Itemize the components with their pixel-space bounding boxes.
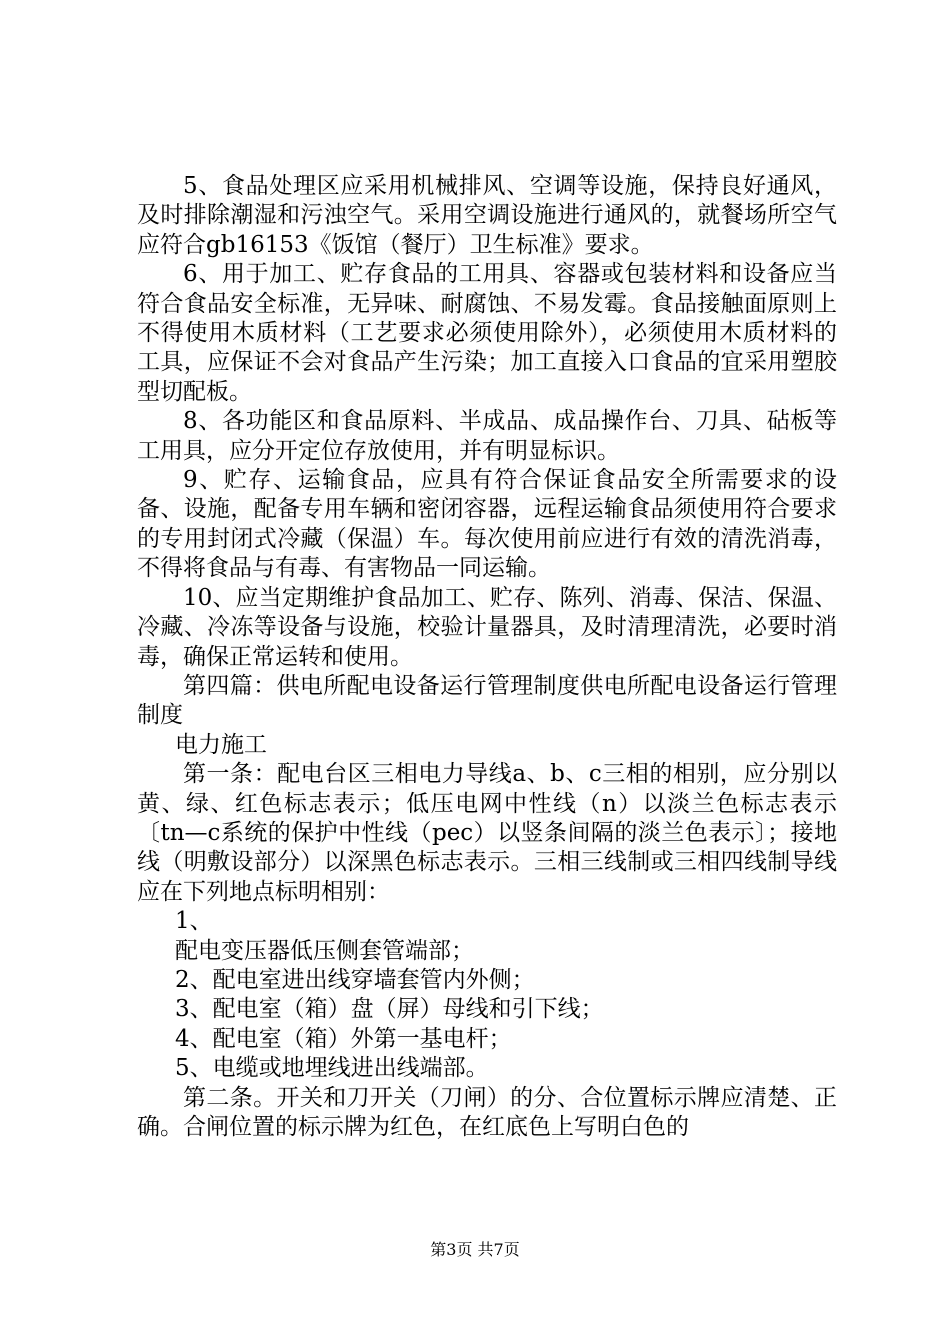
list-item-4: 4、配电室（箱）外第一基电杆； [175,1025,512,1052]
paragraph-item-6: 6、用于加工、贮存食品的工用具、容器或包装材料和设备应当符合食品安全标准，无异味、耐腐蚀、不易发霉。食品接触面原则上不得使用木质材料（工艺要求必须使用除外），必须使用木质材料的工具，应保证不会对食品产生污染；加工直接入口食品的宜采用塑胶型切配板。 [137,261,837,405]
page-number-footer: 第3页 共7页 [430,1240,520,1259]
paragraph-item-8: 8、各功能区和食品原料、半成品、成品操作台、刀具、砧板等工用具，应分开定位存放使用，并有明显标识。 [137,408,837,464]
list-item-1: 1、 [175,908,213,935]
list-item-3: 3、配电室（箱）盘（屏）母线和引下线； [175,996,604,1023]
list-item-2: 2、配电室进出线穿墙套管内外侧； [175,966,535,993]
list-item-1-text: 配电变压器低压侧套管端部； [175,937,474,964]
paragraph-item-5: 5、食品处理区应采用机械排风、空调等设施，保持良好通风，及时排除潮湿和污浊空气。采用空调设施进行通风的，就餐场所空气应符合gb16153《饭馆（餐厅）卫生标准》要求。 [137,173,837,258]
document-body [137,172,837,1142]
paragraph-item-9: 9、贮存、运输食品，应具有符合保证食品安全所需要求的设备、设施，配备专用车辆和密闭容器，远程运输食品须使用符合要求的专用封闭式冷藏（保温）车。每次使用前应进行有效的清洗消毒，不得将食品与有毒、有害物品一同运输。 [137,467,837,582]
article-1: 第一条：配电台区三相电力导线a、b、c三相的相别，应分别以黄、绿、红色标志表示；低压电网中性线（n）以淡兰色标志表示〔tn—c系统的保护中性线（pec）以竖条间隔的淡兰色表示〕；接地线（明敷设部分）以深黑色标志表示。三相三线制或三相四线制导线应在下列地点标明相别： [137,761,837,905]
section-title: 第四篇：供电所配电设备运行管理制度供电所配电设备运行管理制度 [137,672,837,729]
section-subtitle: 电力施工 [175,731,267,758]
list-item-5: 5、电缆或地埋线进出线端部。 [175,1055,489,1082]
article-2: 第二条。开关和刀开关（刀闸）的分、合位置标示牌应清楚、正确。合闸位置的标示牌为红色，在红底色上写明白色的 [137,1084,837,1140]
paragraph-item-10: 10、应当定期维护食品加工、贮存、陈列、消毒、保洁、保温、冷藏、冷冻等设备与设施，校验计量器具，及时清理清洗，必要时消毒，确保正常运转和使用。 [137,584,837,670]
